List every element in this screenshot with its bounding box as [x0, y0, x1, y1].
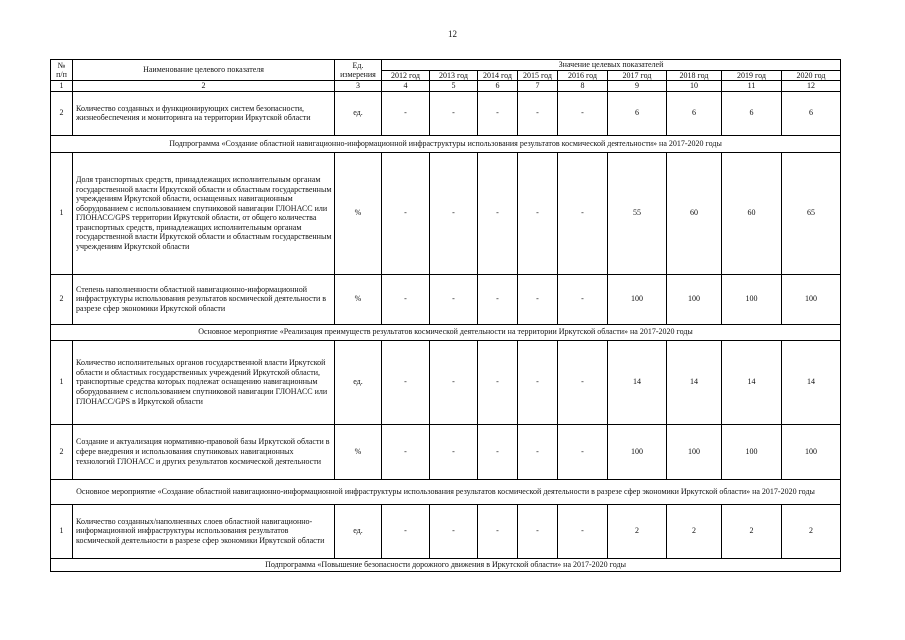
value-cell: -: [478, 274, 518, 324]
header-unit: Ед. измерения: [335, 60, 382, 81]
value-cell: 6: [608, 91, 667, 135]
value-cell: 60: [667, 152, 722, 274]
value-cell: 100: [608, 274, 667, 324]
row-number: 1: [51, 152, 73, 274]
value-cell: -: [558, 504, 608, 558]
table-row: [51, 424, 841, 479]
value-cell: -: [430, 91, 478, 135]
unit-cell: %: [335, 152, 382, 274]
section-row: [51, 558, 841, 571]
table-body: [51, 60, 841, 572]
value-cell: -: [478, 424, 518, 479]
value-cell: -: [558, 424, 608, 479]
section-title: Подпрограмма «Создание областной навигационно-информационной инфраструктуры использования результатов космической деятельности» на 2017-2020 годы: [51, 135, 841, 152]
value-cell: 14: [722, 340, 782, 424]
value-cell: 100: [667, 424, 722, 479]
header-year: 2012 год: [382, 70, 430, 81]
header-year: 2013 год: [430, 70, 478, 81]
value-cell: 100: [667, 274, 722, 324]
header-year: 2014 год: [478, 70, 518, 81]
value-cell: -: [430, 504, 478, 558]
column-number: 12: [782, 81, 841, 92]
header-year: 2016 год: [558, 70, 608, 81]
header-year: 2017 год: [608, 70, 667, 81]
section-title: Подпрограмма «Повышение безопасности дорожного движения в Иркутской области» на 2017-2020 годы: [51, 558, 841, 571]
column-number: 8: [558, 81, 608, 92]
row-number: 2: [51, 274, 73, 324]
value-cell: 100: [782, 274, 841, 324]
value-cell: 55: [608, 152, 667, 274]
value-cell: 100: [722, 274, 782, 324]
value-cell: -: [518, 152, 558, 274]
table-row: [51, 274, 841, 324]
value-cell: -: [518, 274, 558, 324]
indicator-name: Количество исполнительных органов государственной власти Иркутской области и областных государственных учреждений Иркутской области, транспортные средства которых подлежат оснащению навигационным оборудованием с использованием спутниковой навигации ГЛОНАСС или ГЛОНАСС/GPS в Иркутской области: [73, 340, 335, 424]
value-cell: 100: [782, 424, 841, 479]
header-values: Значение целевых показателей: [382, 60, 841, 71]
value-cell: -: [478, 340, 518, 424]
column-number: 10: [667, 81, 722, 92]
section-title: Основное мероприятие «Реализация преимуществ результатов космической деятельности на территории Иркутской области» на 2017-2020 годы: [51, 324, 841, 340]
value-cell: -: [558, 274, 608, 324]
column-number: 5: [430, 81, 478, 92]
unit-cell: %: [335, 424, 382, 479]
value-cell: -: [382, 504, 430, 558]
value-cell: 2: [722, 504, 782, 558]
value-cell: 6: [667, 91, 722, 135]
value-cell: 60: [722, 152, 782, 274]
target-indicators-table: [50, 59, 841, 572]
value-cell: -: [430, 340, 478, 424]
value-cell: 100: [608, 424, 667, 479]
header-name: Наименование целевого показателя: [73, 60, 335, 81]
header-year: 2019 год: [722, 70, 782, 81]
row-number: 1: [51, 340, 73, 424]
row-number: 2: [51, 91, 73, 135]
value-cell: -: [430, 424, 478, 479]
column-number: 7: [518, 81, 558, 92]
value-cell: -: [478, 504, 518, 558]
value-cell: -: [382, 91, 430, 135]
value-cell: 14: [782, 340, 841, 424]
value-cell: 14: [667, 340, 722, 424]
row-number: 2: [51, 424, 73, 479]
header-year: 2020 год: [782, 70, 841, 81]
indicator-name: Создание и актуализация нормативно-правовой базы Иркутской области в сфере внедрения и использования спутниковых навигационных технологий ГЛОНАСС и других результатов космической деятельности: [73, 424, 335, 479]
header-num: № п/п: [51, 60, 73, 81]
value-cell: 6: [722, 91, 782, 135]
indicator-name: Количество созданных/наполненных слоев областной навигационно-информационной инфраструктуры использования результатов космической деятельности в разрезе сфер экономики Иркутской области: [73, 504, 335, 558]
indicator-name: Доля транспортных средств, принадлежащих исполнительным органам государственной власти Иркутской области и областным государственным учреждениям Иркутской области, оснащенных навигационным оборудованием с использованием спутниковой навигации ГЛОНАСС или ГЛОНАСС/GPS территории Иркутской области, от общего количества транспортных средств, принадлежащих исполнительным органам государственной власти Иркутской области и областным государственным учреждениям Иркутской области: [73, 152, 335, 274]
value-cell: -: [518, 91, 558, 135]
value-cell: -: [558, 91, 608, 135]
column-number: 3: [335, 81, 382, 92]
value-cell: -: [430, 274, 478, 324]
table-row: [51, 504, 841, 558]
value-cell: -: [558, 340, 608, 424]
section-row: [51, 135, 841, 152]
value-cell: -: [382, 340, 430, 424]
value-cell: -: [518, 424, 558, 479]
value-cell: -: [518, 340, 558, 424]
column-number: 4: [382, 81, 430, 92]
table-row: [51, 340, 841, 424]
row-number: 1: [51, 504, 73, 558]
value-cell: 2: [782, 504, 841, 558]
section-row: [51, 479, 841, 504]
value-cell: 2: [608, 504, 667, 558]
column-number: 1: [51, 81, 73, 92]
section-row: [51, 324, 841, 340]
section-title: Основное мероприятие «Создание областной навигационно-информационной инфраструктуры использования результатов космической деятельности в разрезе сфер экономики Иркутской области» на 2017-2020 годы: [51, 479, 841, 504]
value-cell: -: [558, 152, 608, 274]
table-row: [51, 152, 841, 274]
column-number: 2: [73, 81, 335, 92]
indicator-name: Количество созданных и функционирующих систем безопасности, жизнеобеспечения и мониторинга на территории Иркутской области: [73, 91, 335, 135]
indicator-name: Степень наполненности областной навигационно-информационной инфраструктуры использования результатов космической деятельности в разрезе сфер экономики Иркутской области: [73, 274, 335, 324]
unit-cell: ед.: [335, 504, 382, 558]
table-row: [51, 91, 841, 135]
value-cell: -: [478, 152, 518, 274]
value-cell: -: [382, 152, 430, 274]
unit-cell: %: [335, 274, 382, 324]
value-cell: -: [382, 424, 430, 479]
page-number: 12: [448, 29, 457, 39]
value-cell: -: [518, 504, 558, 558]
column-number: 6: [478, 81, 518, 92]
value-cell: 14: [608, 340, 667, 424]
header-year: 2015 год: [518, 70, 558, 81]
value-cell: -: [382, 274, 430, 324]
header-year: 2018 год: [667, 70, 722, 81]
value-cell: 2: [667, 504, 722, 558]
column-number: 9: [608, 81, 667, 92]
column-number: 11: [722, 81, 782, 92]
unit-cell: ед.: [335, 91, 382, 135]
value-cell: -: [430, 152, 478, 274]
value-cell: 100: [722, 424, 782, 479]
value-cell: 65: [782, 152, 841, 274]
value-cell: 6: [782, 91, 841, 135]
value-cell: -: [478, 91, 518, 135]
unit-cell: ед.: [335, 340, 382, 424]
